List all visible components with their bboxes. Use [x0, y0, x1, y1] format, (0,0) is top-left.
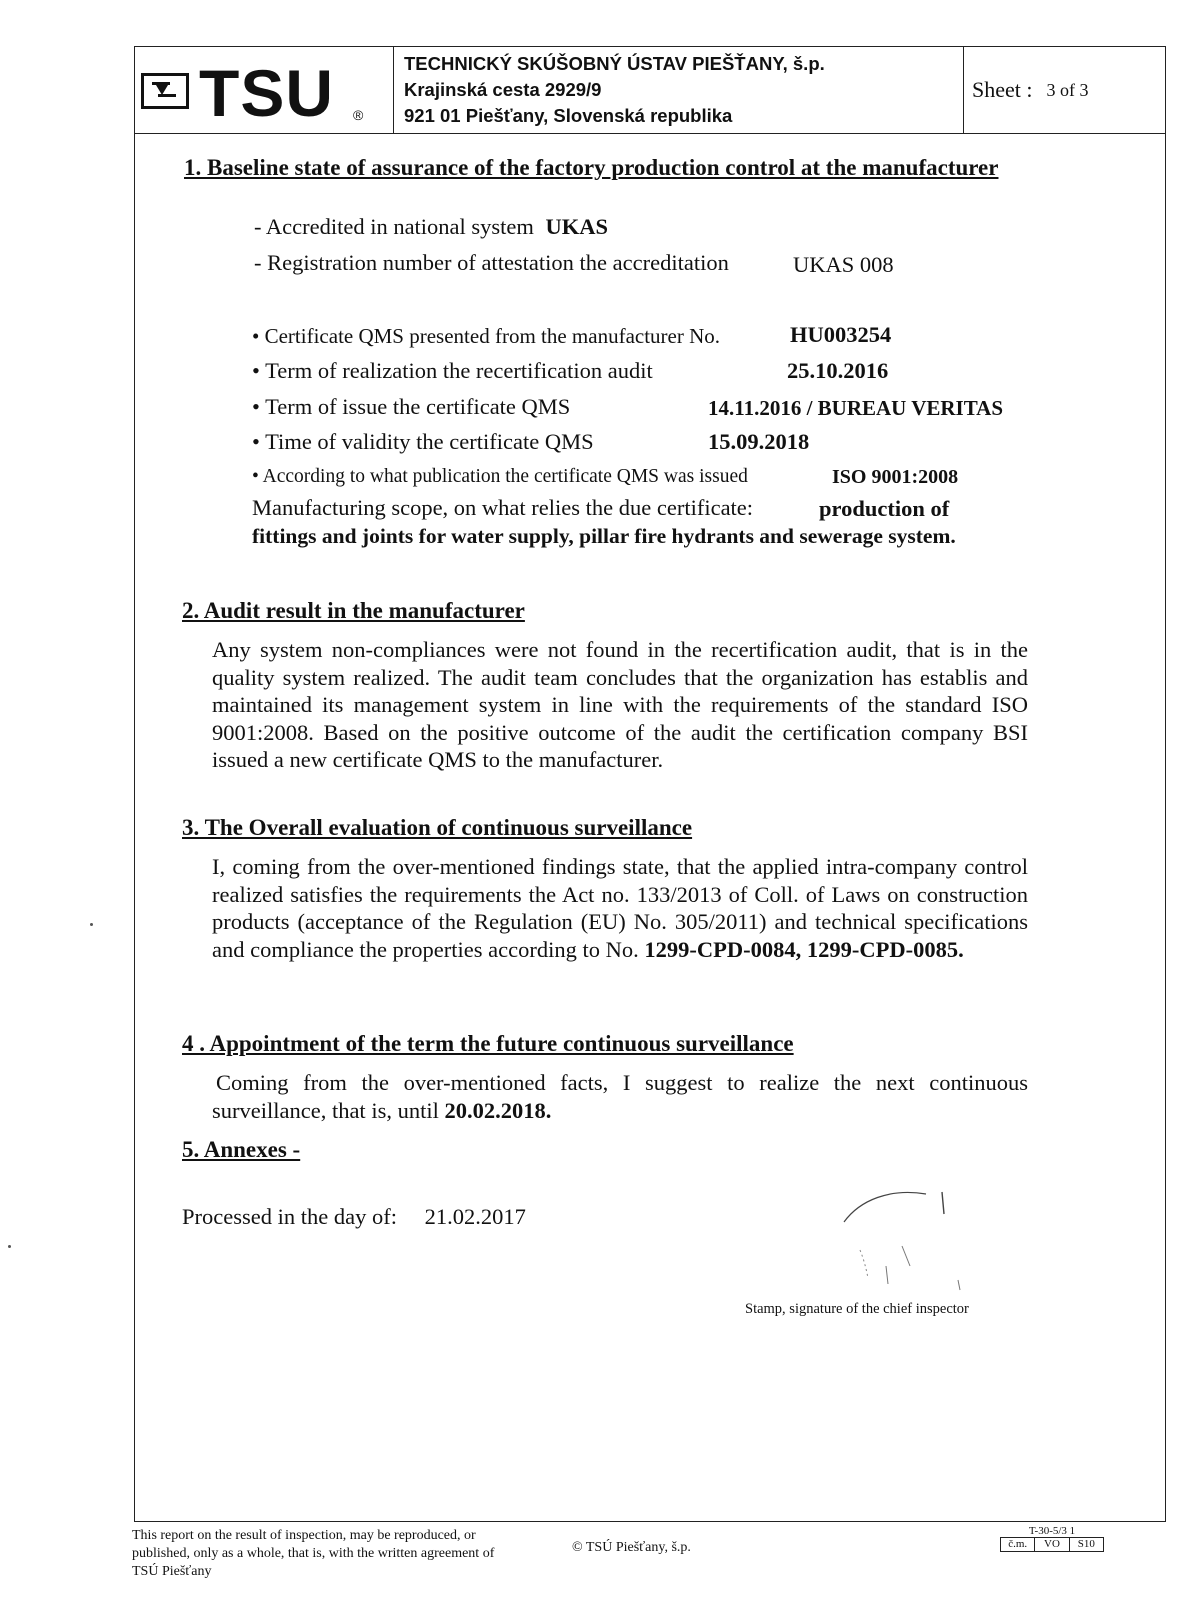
organization-block [394, 47, 964, 133]
sheet-value: 3 of 3 [1046, 79, 1089, 100]
scope-value-1: production of [819, 496, 950, 521]
registration-label: - Registration number of attestation the accreditation [254, 250, 729, 275]
section-2-heading: 2. Audit result in the manufacturer [182, 598, 525, 623]
accredited-label: - Accredited in national system [254, 214, 534, 239]
footer-note-line-1: This report on the result of inspection, may be reproduced, or [132, 1528, 476, 1543]
bullet-publication: • According to what publication the certificate QMS was issued [252, 466, 748, 487]
processed-date: 21.02.2017 [424, 1204, 526, 1229]
form-identifier [1000, 1525, 1104, 1552]
registration-value: UKAS 008 [793, 252, 894, 277]
section-2-text: Any system non-compliances were not found in the recertification audit, that is in the quality system realized. The audit team concludes that the organization has establis and maintained its management system in line with the requirements of the standard ISO 9001:2008. Based on the positive outcome of the audit the certification company BSI issued a new certificate QMS to the manufacturer. [212, 637, 1028, 772]
section-4-text: Coming from the over-mentioned facts, I suggest to realize the next continuous surveillance, that is, until 20.02.2018. [212, 1070, 1028, 1123]
bullet-issue-date: • Term of issue the certificate QMS [252, 394, 571, 419]
organization-name: TECHNICKÝ SKÚŠOBNÝ ÚSTAV PIEŠŤANY, š.p. [404, 53, 825, 74]
issue-date-value: 14.11.2016 / BUREAU VERITAS [708, 396, 1004, 420]
signature-scribble-icon [830, 1180, 980, 1300]
form-cell: VO [1035, 1538, 1069, 1551]
registered-mark: ® [353, 107, 364, 123]
scan-dot [90, 923, 93, 926]
address-line-2: 921 01 Piešťany, Slovenská republika [404, 105, 733, 126]
bullet-certificate-number: • Certificate QMS presented from the manufacturer No. [252, 324, 721, 348]
processed-label: Processed in the day of: [182, 1204, 397, 1229]
footer-note-line-3: TSÚ Piešťany [132, 1564, 212, 1579]
certificate-codes: 1299-CPD-0084, 1299-CPD-0085. [644, 936, 964, 962]
footer-copyright: © TSÚ Piešťany, š.p. [572, 1540, 691, 1555]
bullet-validity: • Time of validity the certificate QMS [252, 429, 594, 454]
footer-note-line-2: published, only as a whole, that is, with the written agreement of [132, 1546, 495, 1561]
section-3-heading: 3. The Overall evaluation of continuous surveillance [182, 815, 693, 840]
form-cells [1000, 1537, 1104, 1552]
scope-label: Manufacturing scope, on what relies the due certificate: [252, 495, 754, 520]
validity-value: 15.09.2018 [708, 429, 810, 454]
footer-note [132, 1527, 494, 1581]
accredited-line [254, 214, 608, 240]
section-4-heading: 4 . Appointment of the term the future continuous surveillance [182, 1031, 794, 1056]
tsu-logo [135, 47, 394, 133]
form-code: T-30-5/3 1 [1028, 1525, 1076, 1537]
recertification-audit-value: 25.10.2016 [787, 358, 889, 383]
form-cell: S10 [1077, 1538, 1095, 1550]
tsu-logo-mark-icon [141, 73, 189, 109]
accredited-value: UKAS [545, 214, 609, 239]
sheet-label: Sheet : [972, 77, 1033, 102]
form-cell: č.m. [1001, 1538, 1035, 1551]
logo-text: TSU [199, 56, 334, 130]
scan-dot [8, 1245, 11, 1248]
publication-value: ISO 9001:2008 [832, 466, 959, 488]
certificate-number-value: HU003254 [790, 322, 892, 347]
scope-value-2: fittings and joints for water supply, pillar fire hydrants and sewerage system. [252, 524, 956, 548]
signature-caption: Stamp, signature of the chief inspector [745, 1301, 969, 1317]
processed-line [182, 1204, 526, 1230]
next-surveillance-date: 20.02.2018. [444, 1097, 552, 1123]
section-5-heading: 5. Annexes - [182, 1137, 301, 1162]
section-3-text: I, coming from the over-mentioned findings state, that the applied intra-company control realized satisfies the requirements the Act no. 133/2013 of Coll. of Laws on construction products (acceptance of the Regulation (EU) No. 305/2011) and technical specifications and compliance the properties according to No. 1299-CPD-0084, 1299-CPD-0085. [212, 854, 1028, 962]
bullet-recertification-audit: • Term of realization the recertification audit [252, 358, 653, 383]
section-1-heading: 1. Baseline state of assurance of the factory production control at the manufacturer [184, 155, 999, 180]
address-line-1: Krajinská cesta 2929/9 [404, 79, 602, 100]
document-header [134, 46, 1166, 134]
sheet-indicator [964, 47, 1165, 133]
